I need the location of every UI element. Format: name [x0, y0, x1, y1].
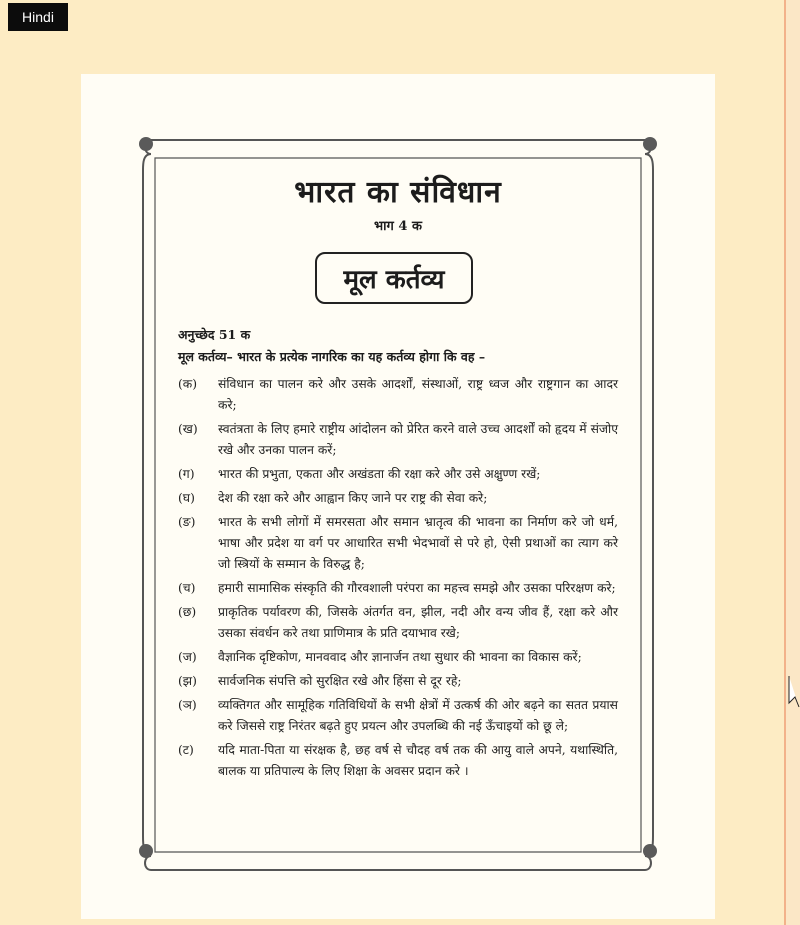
duty-marker: (ट) [178, 743, 194, 757]
duty-text: संविधान का पालन करे और उसके आदर्शों, संस्थाओं, राष्ट्र ध्वज और राष्ट्रगान का आदर करे; [218, 377, 618, 412]
document-page [81, 74, 715, 919]
duty-item [178, 512, 618, 575]
duty-item [178, 419, 618, 461]
duty-text: देश की रक्षा करे और आह्वान किए जाने पर राष्ट्र की सेवा करे; [218, 491, 488, 505]
duty-item [178, 578, 618, 599]
duty-marker: (छ) [178, 605, 197, 619]
duty-text: भारत के सभी लोगों में समरसता और समान भ्रातृत्व की भावना का निर्माण करे जो धर्म, भाषा और प्रदेश या वर्ग पर आधारित सभी भेदभावों से परे हो, ऐसी प्रथाओं का त्याग करे जो स्त्रियों के सम्मान के विरुद्ध है; [218, 515, 618, 571]
duty-text: प्राकृतिक पर्यावरण की, जिसके अंतर्गत वन, झील, नदी और वन्य जीव हैं, रक्षा करे और उसका संवर्धन करे तथा प्राणिमात्र के प्रति दयाभाव रखे; [218, 605, 618, 640]
frame-corner-ornament [139, 844, 153, 858]
duty-marker: (घ) [178, 491, 195, 505]
frame-corner-ornament [643, 844, 657, 858]
duty-item [178, 647, 618, 668]
duty-text: यदि माता-पिता या संरक्षक है, छह वर्ष से चौदह वर्ष तक की आयु वाले अपने, यथास्थिति, बालक या प्रतिपाल्य के लिए शिक्षा के अवसर प्रदान करे । [218, 743, 618, 778]
duty-text: हमारी सामासिक संस्कृति की गौरवशाली परंपरा का महत्त्व समझे और उसका परिरक्षण करे; [218, 581, 616, 595]
duties-list [178, 374, 618, 782]
duty-marker: (ञ) [178, 698, 197, 712]
duty-marker: (ङ) [178, 515, 196, 529]
duty-marker: (च) [178, 581, 196, 595]
duty-marker: (झ) [178, 674, 197, 688]
article-number: अनुच्छेद 51 क [178, 327, 251, 342]
duty-text: व्यक्तिगत और सामूहिक गतिविधियों के सभी क्षेत्रों में उत्कर्ष की ओर बढ़ने का सतत प्रयास करे जिससे राष्ट्र निरंतर बढ़ते हुए प्रयत्न और उपलब्धि की नई ऊँचाइयों को छू ले; [218, 698, 618, 733]
duty-item [178, 740, 618, 782]
duty-text: भारत की प्रभुता, एकता और अखंडता की रक्षा करे और उसे अक्षुण्ण रखें; [218, 467, 541, 481]
document-title: भारत का संविधान [294, 175, 502, 210]
duty-item [178, 374, 618, 416]
duty-item [178, 695, 618, 737]
duty-marker: (ग) [178, 467, 195, 481]
duty-text: वैज्ञानिक दृष्टिकोण, मानववाद और ज्ञानार्जन तथा सुधार की भावना का विकास करें; [218, 650, 582, 664]
frame-corner-ornament [139, 137, 153, 151]
duty-item [178, 488, 618, 509]
frame-corner-ornament [643, 137, 657, 151]
duty-item [178, 671, 618, 692]
intro-statement: मूल कर्तव्य– भारत के प्रत्येक नागरिक का यह कर्तव्य होगा कि वह – [178, 349, 486, 364]
right-edge-strip [786, 0, 800, 925]
mouse-pointer-icon [788, 675, 800, 711]
duty-marker: (ख) [178, 422, 198, 436]
duty-text: स्वतंत्रता के लिए हमारे राष्ट्रीय आंदोलन को प्रेरित करने वाले उच्च आदर्शों को हृदय में संजोए रखे और उनका पालन करें; [218, 422, 618, 457]
duty-text: सार्वजनिक संपत्ति को सुरक्षित रखे और हिंसा से दूर रहे; [218, 674, 462, 688]
duty-item [178, 464, 618, 485]
document-subtitle: भाग 4 क [374, 219, 422, 234]
duty-marker: (क) [178, 377, 198, 391]
duty-item [178, 602, 618, 644]
language-button[interactable]: Hindi [8, 3, 68, 31]
section-heading: मूल कर्तव्य [315, 252, 473, 304]
duty-marker: (ज) [178, 650, 197, 664]
